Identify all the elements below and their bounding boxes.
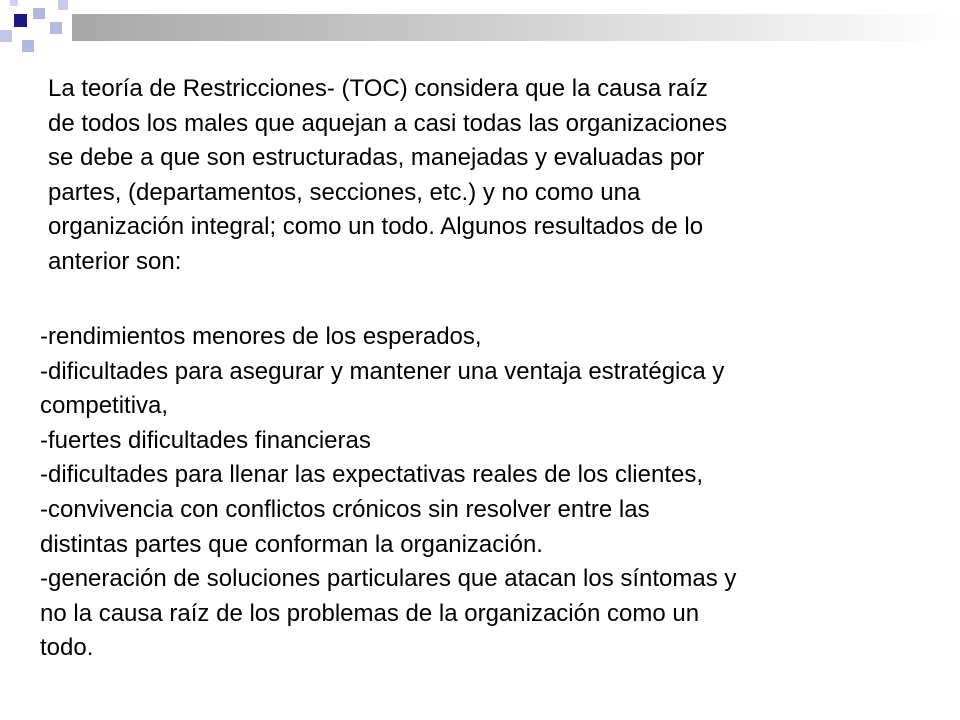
intro-line: anterior son: [48, 247, 182, 275]
results-line: no la causa raíz de los problemas de la organización como un [40, 599, 700, 627]
results-list [40, 320, 940, 666]
results-line: -convivencia con conflictos crónicos sin resolver entre las [40, 495, 650, 523]
decor-square-lavender [33, 8, 45, 19]
decor-square-lavender [10, 0, 18, 6]
decor-square-lavender [50, 22, 62, 34]
intro-line: La teoría de Restricciones- (TOC) considera que la causa raíz [48, 75, 708, 102]
results-line: -dificultades para llenar las expectativas reales de los clientes, [40, 461, 704, 489]
intro-line: se debe a que son estructuradas, manejadas y evaluadas por [48, 144, 705, 171]
intro-line: organización integral; como un todo. Algunos resultados de lo [48, 213, 704, 240]
intro-line: de todos los males que aquejan a casi todas las organizaciones [48, 109, 728, 137]
results-line: competitiva, [40, 392, 169, 420]
results-line: -dificultades para asegurar y mantener una ventaja estratégica y [40, 357, 725, 385]
results-line: todo. [40, 634, 94, 662]
decor-square-lavender [22, 40, 34, 52]
intro-paragraph [48, 72, 928, 279]
results-line: -fuertes dificultades financieras [40, 426, 371, 454]
decor-square-navy [14, 14, 27, 27]
results-line: -generación de soluciones particulares que atacan los síntomas y [40, 565, 737, 593]
results-line: -rendimientos menores de los esperados, [40, 323, 482, 350]
intro-line: partes, (departamentos, secciones, etc.) y no como una [48, 178, 641, 206]
decor-square-lavender [58, 0, 68, 10]
decor-square-lavender [0, 30, 12, 42]
header-gradient-bar [72, 14, 960, 41]
results-line: distintas partes que conforman la organización. [40, 530, 543, 558]
